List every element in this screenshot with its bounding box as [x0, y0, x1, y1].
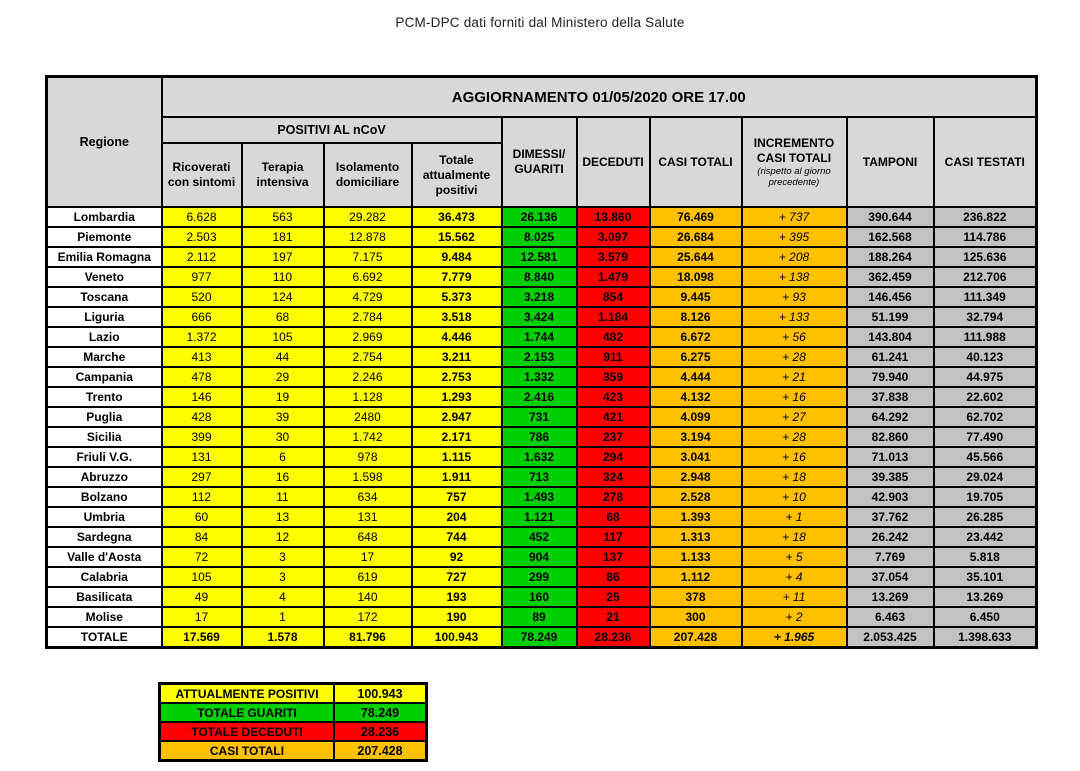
- cell-terapia-intensiva: 12: [242, 527, 324, 547]
- cell-ricoverati-con-sintomi: 17: [162, 607, 242, 627]
- table-row: [47, 327, 1037, 347]
- cell-casi-totali: 2.528: [650, 487, 742, 507]
- cell-regione: Campania: [47, 367, 162, 387]
- summary-row: [160, 741, 427, 761]
- cell-ricoverati-con-sintomi: 84: [162, 527, 242, 547]
- cell-casi-totali: 207.428: [650, 627, 742, 648]
- cell-incremento-casi-totali: + 28: [742, 427, 847, 447]
- table-row: [47, 467, 1037, 487]
- cell-totale-attualmente-positivi: 1.115: [412, 447, 502, 467]
- cell-totale-attualmente-positivi: 5.373: [412, 287, 502, 307]
- cell-deceduti: 423: [577, 387, 650, 407]
- cell-tamponi: 162.568: [847, 227, 934, 247]
- cell-totale-attualmente-positivi: 3.211: [412, 347, 502, 367]
- cell-regione: Lazio: [47, 327, 162, 347]
- cell-incremento-casi-totali: + 138: [742, 267, 847, 287]
- totals-row: [47, 627, 1037, 648]
- cell-tamponi: 7.769: [847, 547, 934, 567]
- cell-tamponi: 6.463: [847, 607, 934, 627]
- cell-tamponi: 188.264: [847, 247, 934, 267]
- header-casi-totali: CASI TOTALI: [650, 117, 742, 207]
- cell-ricoverati-con-sintomi: 17.569: [162, 627, 242, 648]
- cell-terapia-intensiva: 105: [242, 327, 324, 347]
- cell-casi-testati: 44.975: [934, 367, 1037, 387]
- header-row-groups: [47, 117, 1037, 143]
- cell-isolamento-domiciliare: 2480: [324, 407, 412, 427]
- table-row: [47, 547, 1037, 567]
- cell-dimessi-guariti: 731: [502, 407, 577, 427]
- cell-isolamento-domiciliare: 2.784: [324, 307, 412, 327]
- table-row: [47, 227, 1037, 247]
- cell-tamponi: 362.459: [847, 267, 934, 287]
- cell-isolamento-domiciliare: 2.246: [324, 367, 412, 387]
- cell-ricoverati-con-sintomi: 112: [162, 487, 242, 507]
- cell-tamponi: 37.762: [847, 507, 934, 527]
- cell-totale-attualmente-positivi: 9.484: [412, 247, 502, 267]
- cell-incremento-casi-totali: + 1.965: [742, 627, 847, 648]
- cell-deceduti: 137: [577, 547, 650, 567]
- cell-totale-attualmente-positivi: 2.947: [412, 407, 502, 427]
- cell-casi-totali: 1.133: [650, 547, 742, 567]
- cell-ricoverati-con-sintomi: 72: [162, 547, 242, 567]
- cell-deceduti: 3.579: [577, 247, 650, 267]
- cell-casi-testati: 1.398.633: [934, 627, 1037, 648]
- cell-incremento-casi-totali: + 737: [742, 207, 847, 227]
- cell-casi-totali: 1.313: [650, 527, 742, 547]
- cell-casi-testati: 29.024: [934, 467, 1037, 487]
- cell-dimessi-guariti: 3.424: [502, 307, 577, 327]
- cell-deceduti: 21: [577, 607, 650, 627]
- cell-tamponi: 82.860: [847, 427, 934, 447]
- cell-regione: Umbria: [47, 507, 162, 527]
- cell-ricoverati-con-sintomi: 2.503: [162, 227, 242, 247]
- cell-casi-totali: 4.132: [650, 387, 742, 407]
- header-terapia-intensiva: Terapia intensiva: [242, 143, 324, 207]
- cell-terapia-intensiva: 19: [242, 387, 324, 407]
- cell-deceduti: 854: [577, 287, 650, 307]
- cell-ricoverati-con-sintomi: 1.372: [162, 327, 242, 347]
- cell-terapia-intensiva: 4: [242, 587, 324, 607]
- header-incremento: [742, 117, 847, 207]
- cell-regione: Calabria: [47, 567, 162, 587]
- cell-deceduti: 278: [577, 487, 650, 507]
- cell-regione: Toscana: [47, 287, 162, 307]
- cell-isolamento-domiciliare: 140: [324, 587, 412, 607]
- cell-casi-testati: 5.818: [934, 547, 1037, 567]
- summary-label: ATTUALMENTE POSITIVI: [160, 684, 335, 704]
- cell-ricoverati-con-sintomi: 520: [162, 287, 242, 307]
- cell-deceduti: 359: [577, 367, 650, 387]
- cell-isolamento-domiciliare: 7.175: [324, 247, 412, 267]
- cell-dimessi-guariti: 78.249: [502, 627, 577, 648]
- table-row: [47, 367, 1037, 387]
- cell-casi-totali: 6.275: [650, 347, 742, 367]
- cell-terapia-intensiva: 1.578: [242, 627, 324, 648]
- header-casi-testati: CASI TESTATI: [934, 117, 1037, 207]
- cell-casi-totali: 4.099: [650, 407, 742, 427]
- cell-deceduti: 68: [577, 507, 650, 527]
- cell-casi-totali: 378: [650, 587, 742, 607]
- cell-casi-testati: 111.988: [934, 327, 1037, 347]
- summary-table: [158, 682, 428, 762]
- table-row: [47, 447, 1037, 467]
- cell-casi-testati: 212.706: [934, 267, 1037, 287]
- cell-casi-testati: 45.566: [934, 447, 1037, 467]
- cell-totale-attualmente-positivi: 1.293: [412, 387, 502, 407]
- cell-deceduti: 1.479: [577, 267, 650, 287]
- table-row: [47, 527, 1037, 547]
- cell-totale-attualmente-positivi: 100.943: [412, 627, 502, 648]
- cell-casi-totali: 8.126: [650, 307, 742, 327]
- cell-casi-totali: 4.444: [650, 367, 742, 387]
- cell-totale-attualmente-positivi: 727: [412, 567, 502, 587]
- cell-totale-attualmente-positivi: 744: [412, 527, 502, 547]
- table-row: [47, 567, 1037, 587]
- cell-casi-testati: 111.349: [934, 287, 1037, 307]
- cell-deceduti: 1.184: [577, 307, 650, 327]
- cell-totale-attualmente-positivi: 36.473: [412, 207, 502, 227]
- cell-terapia-intensiva: 6: [242, 447, 324, 467]
- header-dimessi-guariti: DIMESSI/ GUARITI: [502, 117, 577, 207]
- cell-casi-totali: 9.445: [650, 287, 742, 307]
- header-regione: Regione: [47, 77, 162, 208]
- cell-terapia-intensiva: 181: [242, 227, 324, 247]
- cell-deceduti: 294: [577, 447, 650, 467]
- cell-tamponi: 42.903: [847, 487, 934, 507]
- cell-incremento-casi-totali: + 395: [742, 227, 847, 247]
- cell-dimessi-guariti: 1.744: [502, 327, 577, 347]
- cell-regione: Bolzano: [47, 487, 162, 507]
- table-row: [47, 487, 1037, 507]
- cell-regione: Trento: [47, 387, 162, 407]
- cell-deceduti: 25: [577, 587, 650, 607]
- cell-totale-attualmente-positivi: 1.911: [412, 467, 502, 487]
- header-incremento-note: (rispetto al giorno precedente): [757, 165, 831, 188]
- cell-casi-totali: 6.672: [650, 327, 742, 347]
- cell-terapia-intensiva: 13: [242, 507, 324, 527]
- cell-deceduti: 86: [577, 567, 650, 587]
- cell-dimessi-guariti: 2.416: [502, 387, 577, 407]
- cell-ricoverati-con-sintomi: 399: [162, 427, 242, 447]
- cell-casi-testati: 26.285: [934, 507, 1037, 527]
- cell-regione: Friuli V.G.: [47, 447, 162, 467]
- table-row: [47, 587, 1037, 607]
- summary-value: 207.428: [334, 741, 427, 761]
- cell-casi-testati: 77.490: [934, 427, 1037, 447]
- covid-regional-table: [45, 75, 1038, 649]
- table-row: [47, 287, 1037, 307]
- cell-tamponi: 39.385: [847, 467, 934, 487]
- cell-casi-totali: 25.644: [650, 247, 742, 267]
- cell-ricoverati-con-sintomi: 666: [162, 307, 242, 327]
- cell-dimessi-guariti: 26.136: [502, 207, 577, 227]
- cell-isolamento-domiciliare: 4.729: [324, 287, 412, 307]
- cell-totale-attualmente-positivi: 3.518: [412, 307, 502, 327]
- cell-regione: TOTALE: [47, 627, 162, 648]
- summary-label: TOTALE GUARITI: [160, 703, 335, 722]
- header-ricoverati-con-sintomi: Ricoverati con sintomi: [162, 143, 242, 207]
- cell-isolamento-domiciliare: 1.598: [324, 467, 412, 487]
- cell-deceduti: 3.097: [577, 227, 650, 247]
- cell-casi-totali: 1.393: [650, 507, 742, 527]
- cell-deceduti: 237: [577, 427, 650, 447]
- cell-totale-attualmente-positivi: 92: [412, 547, 502, 567]
- header-row-banner: [47, 77, 1037, 118]
- cell-regione: Abruzzo: [47, 467, 162, 487]
- table-row: [47, 247, 1037, 267]
- cell-terapia-intensiva: 29: [242, 367, 324, 387]
- cell-isolamento-domiciliare: 1.742: [324, 427, 412, 447]
- cell-dimessi-guariti: 2.153: [502, 347, 577, 367]
- table-row: [47, 507, 1037, 527]
- cell-incremento-casi-totali: + 27: [742, 407, 847, 427]
- cell-tamponi: 61.241: [847, 347, 934, 367]
- cell-terapia-intensiva: 68: [242, 307, 324, 327]
- cell-incremento-casi-totali: + 5: [742, 547, 847, 567]
- cell-casi-totali: 3.194: [650, 427, 742, 447]
- cell-tamponi: 13.269: [847, 587, 934, 607]
- cell-ricoverati-con-sintomi: 977: [162, 267, 242, 287]
- cell-casi-testati: 23.442: [934, 527, 1037, 547]
- cell-casi-testati: 32.794: [934, 307, 1037, 327]
- summary-label: TOTALE DECEDUTI: [160, 722, 335, 741]
- table-row: [47, 207, 1037, 227]
- cell-regione: Sardegna: [47, 527, 162, 547]
- cell-ricoverati-con-sintomi: 6.628: [162, 207, 242, 227]
- cell-tamponi: 390.644: [847, 207, 934, 227]
- cell-isolamento-domiciliare: 172: [324, 607, 412, 627]
- table-row: [47, 407, 1037, 427]
- cell-isolamento-domiciliare: 1.128: [324, 387, 412, 407]
- cell-isolamento-domiciliare: 12.878: [324, 227, 412, 247]
- cell-dimessi-guariti: 160: [502, 587, 577, 607]
- table-body: [47, 207, 1037, 648]
- cell-dimessi-guariti: 1.493: [502, 487, 577, 507]
- cell-deceduti: 482: [577, 327, 650, 347]
- cell-casi-totali: 76.469: [650, 207, 742, 227]
- cell-regione: Basilicata: [47, 587, 162, 607]
- cell-casi-testati: 114.786: [934, 227, 1037, 247]
- cell-deceduti: 324: [577, 467, 650, 487]
- summary-label: CASI TOTALI: [160, 741, 335, 761]
- summary-body: [160, 684, 427, 761]
- cell-incremento-casi-totali: + 1: [742, 507, 847, 527]
- cell-isolamento-domiciliare: 6.692: [324, 267, 412, 287]
- cell-incremento-casi-totali: + 93: [742, 287, 847, 307]
- header-tamponi: TAMPONI: [847, 117, 934, 207]
- cell-totale-attualmente-positivi: 15.562: [412, 227, 502, 247]
- cell-tamponi: 71.013: [847, 447, 934, 467]
- cell-regione: Marche: [47, 347, 162, 367]
- cell-tamponi: 64.292: [847, 407, 934, 427]
- summary-value: 100.943: [334, 684, 427, 704]
- cell-incremento-casi-totali: + 2: [742, 607, 847, 627]
- cell-totale-attualmente-positivi: 190: [412, 607, 502, 627]
- cell-dimessi-guariti: 713: [502, 467, 577, 487]
- cell-isolamento-domiciliare: 648: [324, 527, 412, 547]
- cell-incremento-casi-totali: + 10: [742, 487, 847, 507]
- cell-terapia-intensiva: 110: [242, 267, 324, 287]
- cell-incremento-casi-totali: + 133: [742, 307, 847, 327]
- cell-incremento-casi-totali: + 208: [742, 247, 847, 267]
- cell-casi-testati: 22.602: [934, 387, 1037, 407]
- cell-tamponi: 146.456: [847, 287, 934, 307]
- cell-casi-totali: 18.098: [650, 267, 742, 287]
- cell-casi-testati: 19.705: [934, 487, 1037, 507]
- cell-dimessi-guariti: 89: [502, 607, 577, 627]
- cell-terapia-intensiva: 16: [242, 467, 324, 487]
- cell-isolamento-domiciliare: 619: [324, 567, 412, 587]
- cell-regione: Liguria: [47, 307, 162, 327]
- summary-value: 28.236: [334, 722, 427, 741]
- cell-casi-totali: 300: [650, 607, 742, 627]
- cell-isolamento-domiciliare: 634: [324, 487, 412, 507]
- cell-ricoverati-con-sintomi: 105: [162, 567, 242, 587]
- cell-dimessi-guariti: 1.332: [502, 367, 577, 387]
- cell-casi-testati: 35.101: [934, 567, 1037, 587]
- cell-ricoverati-con-sintomi: 131: [162, 447, 242, 467]
- cell-dimessi-guariti: 299: [502, 567, 577, 587]
- cell-totale-attualmente-positivi: 204: [412, 507, 502, 527]
- table-row: [47, 427, 1037, 447]
- cell-casi-totali: 2.948: [650, 467, 742, 487]
- cell-isolamento-domiciliare: 2.754: [324, 347, 412, 367]
- cell-terapia-intensiva: 39: [242, 407, 324, 427]
- cell-incremento-casi-totali: + 11: [742, 587, 847, 607]
- cell-isolamento-domiciliare: 81.796: [324, 627, 412, 648]
- cell-totale-attualmente-positivi: 757: [412, 487, 502, 507]
- cell-ricoverati-con-sintomi: 2.112: [162, 247, 242, 267]
- header-positivi-group: POSITIVI AL nCoV: [162, 117, 502, 143]
- cell-terapia-intensiva: 1: [242, 607, 324, 627]
- cell-terapia-intensiva: 124: [242, 287, 324, 307]
- cell-casi-testati: 40.123: [934, 347, 1037, 367]
- header-isolamento-domiciliare: Isolamento domiciliare: [324, 143, 412, 207]
- cell-dimessi-guariti: 786: [502, 427, 577, 447]
- cell-terapia-intensiva: 3: [242, 547, 324, 567]
- cell-tamponi: 143.804: [847, 327, 934, 347]
- cell-deceduti: 911: [577, 347, 650, 367]
- cell-incremento-casi-totali: + 4: [742, 567, 847, 587]
- cell-terapia-intensiva: 11: [242, 487, 324, 507]
- cell-ricoverati-con-sintomi: 146: [162, 387, 242, 407]
- cell-totale-attualmente-positivi: 4.446: [412, 327, 502, 347]
- header-incremento-title: INCREMENTO CASI TOTALI: [753, 135, 835, 165]
- summary-row: [160, 722, 427, 741]
- cell-incremento-casi-totali: + 56: [742, 327, 847, 347]
- table-row: [47, 347, 1037, 367]
- cell-tamponi: 2.053.425: [847, 627, 934, 648]
- cell-terapia-intensiva: 197: [242, 247, 324, 267]
- cell-terapia-intensiva: 3: [242, 567, 324, 587]
- cell-deceduti: 117: [577, 527, 650, 547]
- cell-isolamento-domiciliare: 2.969: [324, 327, 412, 347]
- cell-ricoverati-con-sintomi: 297: [162, 467, 242, 487]
- cell-dimessi-guariti: 8.840: [502, 267, 577, 287]
- cell-isolamento-domiciliare: 29.282: [324, 207, 412, 227]
- cell-tamponi: 26.242: [847, 527, 934, 547]
- header-deceduti: DECEDUTI: [577, 117, 650, 207]
- summary-row: [160, 684, 427, 704]
- cell-totale-attualmente-positivi: 2.753: [412, 367, 502, 387]
- cell-deceduti: 13.860: [577, 207, 650, 227]
- cell-ricoverati-con-sintomi: 49: [162, 587, 242, 607]
- cell-ricoverati-con-sintomi: 428: [162, 407, 242, 427]
- cell-terapia-intensiva: 44: [242, 347, 324, 367]
- cell-casi-testati: 62.702: [934, 407, 1037, 427]
- cell-casi-totali: 1.112: [650, 567, 742, 587]
- table-row: [47, 307, 1037, 327]
- page-title: PCM-DPC dati forniti dal Ministero della Salute: [395, 15, 685, 30]
- table-row: [47, 387, 1037, 407]
- cell-dimessi-guariti: 12.581: [502, 247, 577, 267]
- cell-incremento-casi-totali: + 18: [742, 467, 847, 487]
- cell-isolamento-domiciliare: 17: [324, 547, 412, 567]
- cell-terapia-intensiva: 563: [242, 207, 324, 227]
- summary-row: [160, 703, 427, 722]
- cell-dimessi-guariti: 1.121: [502, 507, 577, 527]
- cell-incremento-casi-totali: + 16: [742, 387, 847, 407]
- cell-casi-totali: 3.041: [650, 447, 742, 467]
- cell-deceduti: 28.236: [577, 627, 650, 648]
- cell-isolamento-domiciliare: 131: [324, 507, 412, 527]
- cell-dimessi-guariti: 1.632: [502, 447, 577, 467]
- cell-regione: Valle d'Aosta: [47, 547, 162, 567]
- cell-deceduti: 421: [577, 407, 650, 427]
- cell-casi-testati: 13.269: [934, 587, 1037, 607]
- cell-incremento-casi-totali: + 18: [742, 527, 847, 547]
- cell-casi-testati: 6.450: [934, 607, 1037, 627]
- cell-terapia-intensiva: 30: [242, 427, 324, 447]
- cell-totale-attualmente-positivi: 2.171: [412, 427, 502, 447]
- cell-isolamento-domiciliare: 978: [324, 447, 412, 467]
- cell-regione: Piemonte: [47, 227, 162, 247]
- cell-totale-attualmente-positivi: 7.779: [412, 267, 502, 287]
- cell-regione: Sicilia: [47, 427, 162, 447]
- header-totale-attualmente-positivi: Totale attualmente positivi: [412, 143, 502, 207]
- cell-ricoverati-con-sintomi: 413: [162, 347, 242, 367]
- cell-casi-testati: 125.636: [934, 247, 1037, 267]
- cell-regione: Molise: [47, 607, 162, 627]
- cell-regione: Lombardia: [47, 207, 162, 227]
- cell-dimessi-guariti: 904: [502, 547, 577, 567]
- cell-tamponi: 51.199: [847, 307, 934, 327]
- cell-ricoverati-con-sintomi: 60: [162, 507, 242, 527]
- cell-dimessi-guariti: 3.218: [502, 287, 577, 307]
- cell-casi-testati: 236.822: [934, 207, 1037, 227]
- table-row: [47, 607, 1037, 627]
- cell-incremento-casi-totali: + 28: [742, 347, 847, 367]
- update-banner: AGGIORNAMENTO 01/05/2020 ORE 17.00: [162, 77, 1037, 118]
- cell-regione: Puglia: [47, 407, 162, 427]
- cell-dimessi-guariti: 452: [502, 527, 577, 547]
- cell-incremento-casi-totali: + 21: [742, 367, 847, 387]
- cell-regione: Emilia Romagna: [47, 247, 162, 267]
- cell-ricoverati-con-sintomi: 478: [162, 367, 242, 387]
- cell-casi-totali: 26.684: [650, 227, 742, 247]
- cell-tamponi: 37.838: [847, 387, 934, 407]
- table-row: [47, 267, 1037, 287]
- cell-tamponi: 79.940: [847, 367, 934, 387]
- cell-dimessi-guariti: 8.025: [502, 227, 577, 247]
- cell-totale-attualmente-positivi: 193: [412, 587, 502, 607]
- cell-tamponi: 37.054: [847, 567, 934, 587]
- cell-regione: Veneto: [47, 267, 162, 287]
- summary-value: 78.249: [334, 703, 427, 722]
- cell-incremento-casi-totali: + 16: [742, 447, 847, 467]
